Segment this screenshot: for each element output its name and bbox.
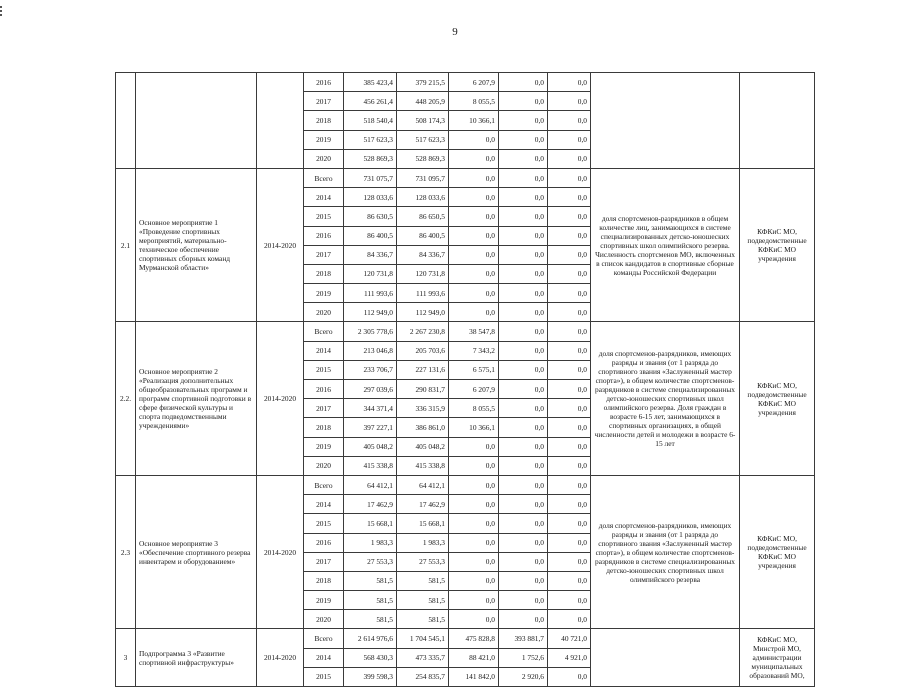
year-cell: 2017 bbox=[304, 245, 344, 264]
local-budget-cell: 0,0 bbox=[499, 360, 548, 379]
total-cell: 120 731,8 bbox=[344, 264, 397, 283]
local-budget-cell: 0,0 bbox=[499, 399, 548, 418]
other-sources-cell: 0,0 bbox=[548, 495, 591, 514]
federal-budget-cell: 38 547,8 bbox=[449, 322, 499, 341]
local-budget-cell: 0,0 bbox=[499, 475, 548, 494]
year-cell: 2017 bbox=[304, 92, 344, 111]
section-name: Подпрограмма 3 «Развитие спортивной инфраструктуры» bbox=[136, 629, 257, 687]
federal-budget-cell: 0,0 bbox=[449, 591, 499, 610]
year-cell: 2016 bbox=[304, 380, 344, 399]
federal-budget-cell: 10 366,1 bbox=[449, 418, 499, 437]
other-sources-cell: 0,0 bbox=[548, 130, 591, 149]
local-budget-cell: 0,0 bbox=[499, 245, 548, 264]
indicator-note bbox=[591, 73, 740, 169]
section-name: Основное мероприятие 2 «Реализация дополнительных общеобразовательных программ и программ спортивной подготовки в сфере физической культуры и спорта подведомственными учреждениями» bbox=[136, 322, 257, 476]
regional-budget-cell: 205 703,6 bbox=[397, 341, 449, 360]
year-cell: 2020 bbox=[304, 456, 344, 475]
local-budget-cell: 0,0 bbox=[499, 149, 548, 168]
total-cell: 233 706,7 bbox=[344, 360, 397, 379]
total-cell: 397 227,1 bbox=[344, 418, 397, 437]
federal-budget-cell: 0,0 bbox=[449, 188, 499, 207]
year-cell: 2015 bbox=[304, 360, 344, 379]
year-cell: 2019 bbox=[304, 284, 344, 303]
indicator-note: доля спортсменов-разрядников, имеющих разряды и звания (от 1 разряда до спортивного звания «Заслуженный мастер спорта»), в общем количестве спортсменов-разрядников в системе специализированных детско-юношеских спортивных школ олимпийского резерва. Доля граждан в возрасте 6-15 лет, занимающихся в спортивных организациях, в общей численности детей и молодежи в возрасте 6-15 лет bbox=[591, 322, 740, 476]
total-cell: 405 048,2 bbox=[344, 437, 397, 456]
federal-budget-cell: 6 575,1 bbox=[449, 360, 499, 379]
year-cell: 2017 bbox=[304, 399, 344, 418]
other-sources-cell: 0,0 bbox=[548, 591, 591, 610]
section-name: Основное мероприятие 1 «Проведение спортивных мероприятий, материально-техническое обеспечение спортивных сборных команд Мурманской области» bbox=[136, 168, 257, 322]
total-cell: 344 371,4 bbox=[344, 399, 397, 418]
other-sources-cell: 0,0 bbox=[548, 284, 591, 303]
regional-budget-cell: 128 033,6 bbox=[397, 188, 449, 207]
regional-budget-cell: 2 267 230,8 bbox=[397, 322, 449, 341]
other-sources-cell: 0,0 bbox=[548, 168, 591, 187]
regional-budget-cell: 528 869,3 bbox=[397, 149, 449, 168]
year-cell: 2014 bbox=[304, 188, 344, 207]
other-sources-cell: 0,0 bbox=[548, 610, 591, 629]
total-cell: 128 033,6 bbox=[344, 188, 397, 207]
other-sources-cell: 0,0 bbox=[548, 245, 591, 264]
table-row bbox=[116, 73, 815, 92]
year-cell: 2020 bbox=[304, 149, 344, 168]
year-cell: 2019 bbox=[304, 591, 344, 610]
total-cell: 568 430,3 bbox=[344, 648, 397, 667]
total-cell: 731 075,7 bbox=[344, 168, 397, 187]
regional-budget-cell: 112 949,0 bbox=[397, 303, 449, 322]
other-sources-cell: 0,0 bbox=[548, 533, 591, 552]
local-budget-cell: 0,0 bbox=[499, 418, 548, 437]
regional-budget-cell: 473 335,7 bbox=[397, 648, 449, 667]
total-cell: 1 983,3 bbox=[344, 533, 397, 552]
regional-budget-cell: 254 835,7 bbox=[397, 667, 449, 686]
total-cell: 111 993,6 bbox=[344, 284, 397, 303]
other-sources-cell: 0,0 bbox=[548, 341, 591, 360]
regional-budget-cell: 581,5 bbox=[397, 591, 449, 610]
table-row bbox=[116, 475, 815, 494]
federal-budget-cell: 6 207,9 bbox=[449, 380, 499, 399]
year-cell: 2015 bbox=[304, 207, 344, 226]
local-budget-cell: 0,0 bbox=[499, 92, 548, 111]
other-sources-cell: 0,0 bbox=[548, 303, 591, 322]
regional-budget-cell: 120 731,8 bbox=[397, 264, 449, 283]
federal-budget-cell: 0,0 bbox=[449, 226, 499, 245]
table-row bbox=[116, 629, 815, 648]
federal-budget-cell: 0,0 bbox=[449, 495, 499, 514]
other-sources-cell: 0,0 bbox=[548, 322, 591, 341]
total-cell: 518 540,4 bbox=[344, 111, 397, 130]
year-cell: 2014 bbox=[304, 341, 344, 360]
section-period: 2014-2020 bbox=[257, 629, 304, 687]
local-budget-cell: 0,0 bbox=[499, 130, 548, 149]
total-cell: 528 869,3 bbox=[344, 149, 397, 168]
year-cell: Всего bbox=[304, 168, 344, 187]
table-row bbox=[116, 322, 815, 341]
year-cell: 2018 bbox=[304, 571, 344, 590]
other-sources-cell: 0,0 bbox=[548, 360, 591, 379]
federal-budget-cell: 0,0 bbox=[449, 571, 499, 590]
federal-budget-cell: 10 366,1 bbox=[449, 111, 499, 130]
year-cell: 2014 bbox=[304, 648, 344, 667]
total-cell: 581,5 bbox=[344, 571, 397, 590]
federal-budget-cell: 0,0 bbox=[449, 610, 499, 629]
local-budget-cell: 0,0 bbox=[499, 456, 548, 475]
other-sources-cell: 0,0 bbox=[548, 111, 591, 130]
local-budget-cell: 0,0 bbox=[499, 226, 548, 245]
other-sources-cell: 0,0 bbox=[548, 514, 591, 533]
section-index: 2.3 bbox=[116, 475, 136, 629]
local-budget-cell: 0,0 bbox=[499, 533, 548, 552]
federal-budget-cell: 0,0 bbox=[449, 284, 499, 303]
total-cell: 86 630,5 bbox=[344, 207, 397, 226]
year-cell: Всего bbox=[304, 629, 344, 648]
other-sources-cell: 0,0 bbox=[548, 73, 591, 92]
section-index: 2.1 bbox=[116, 168, 136, 322]
total-cell: 17 462,9 bbox=[344, 495, 397, 514]
other-sources-cell: 0,0 bbox=[548, 188, 591, 207]
local-budget-cell: 0,0 bbox=[499, 207, 548, 226]
indicator-note bbox=[591, 629, 740, 687]
regional-budget-cell: 508 174,3 bbox=[397, 111, 449, 130]
regional-budget-cell: 1 704 545,1 bbox=[397, 629, 449, 648]
total-cell: 581,5 bbox=[344, 610, 397, 629]
section-index bbox=[116, 73, 136, 169]
other-sources-cell: 0,0 bbox=[548, 149, 591, 168]
regional-budget-cell: 227 131,6 bbox=[397, 360, 449, 379]
executor-cell: КФКиС МО, подведомственные КФКиС МО учреждения bbox=[740, 475, 815, 629]
year-cell: 2018 bbox=[304, 264, 344, 283]
total-cell: 385 423,4 bbox=[344, 73, 397, 92]
local-budget-cell: 0,0 bbox=[499, 514, 548, 533]
year-cell: 2019 bbox=[304, 437, 344, 456]
local-budget-cell: 1 752,6 bbox=[499, 648, 548, 667]
table-row bbox=[116, 168, 815, 187]
year-cell: 2020 bbox=[304, 610, 344, 629]
total-cell: 15 668,1 bbox=[344, 514, 397, 533]
other-sources-cell: 0,0 bbox=[548, 380, 591, 399]
year-cell: 2016 bbox=[304, 73, 344, 92]
local-budget-cell: 0,0 bbox=[499, 552, 548, 571]
local-budget-cell: 0,0 bbox=[499, 591, 548, 610]
regional-budget-cell: 405 048,2 bbox=[397, 437, 449, 456]
local-budget-cell: 0,0 bbox=[499, 111, 548, 130]
local-budget-cell: 393 881,7 bbox=[499, 629, 548, 648]
federal-budget-cell: 0,0 bbox=[449, 303, 499, 322]
other-sources-cell: 0,0 bbox=[548, 437, 591, 456]
local-budget-cell: 0,0 bbox=[499, 168, 548, 187]
regional-budget-cell: 448 205,9 bbox=[397, 92, 449, 111]
regional-budget-cell: 111 993,6 bbox=[397, 284, 449, 303]
federal-budget-cell: 0,0 bbox=[449, 207, 499, 226]
total-cell: 86 400,5 bbox=[344, 226, 397, 245]
regional-budget-cell: 27 553,3 bbox=[397, 552, 449, 571]
federal-budget-cell: 0,0 bbox=[449, 475, 499, 494]
total-cell: 399 598,3 bbox=[344, 667, 397, 686]
federal-budget-cell: 0,0 bbox=[449, 533, 499, 552]
federal-budget-cell: 0,0 bbox=[449, 264, 499, 283]
federal-budget-cell: 8 055,5 bbox=[449, 399, 499, 418]
other-sources-cell: 0,0 bbox=[548, 226, 591, 245]
year-cell: 2015 bbox=[304, 514, 344, 533]
total-cell: 2 614 976,6 bbox=[344, 629, 397, 648]
federal-budget-cell: 0,0 bbox=[449, 168, 499, 187]
total-cell: 297 039,6 bbox=[344, 380, 397, 399]
other-sources-cell: 0,0 bbox=[548, 552, 591, 571]
section-period: 2014-2020 bbox=[257, 322, 304, 476]
indicator-note: доля спортсменов-разрядников в общем количестве лиц, занимающихся в системе специализированных детско-юношеских спортивных школ олимпийского резерва. Численность спортсменов МО, включенных в список кандидатов в спортивные сборные команды Российской Федерации bbox=[591, 168, 740, 322]
page-number: 9 bbox=[452, 26, 458, 38]
federal-budget-cell: 7 343,2 bbox=[449, 341, 499, 360]
regional-budget-cell: 1 983,3 bbox=[397, 533, 449, 552]
total-cell: 213 046,8 bbox=[344, 341, 397, 360]
year-cell: 2020 bbox=[304, 303, 344, 322]
regional-budget-cell: 336 315,9 bbox=[397, 399, 449, 418]
regional-budget-cell: 386 861,0 bbox=[397, 418, 449, 437]
local-budget-cell: 0,0 bbox=[499, 322, 548, 341]
financing-table bbox=[115, 72, 815, 687]
executor-cell: КФКиС МО, подведомственные КФКиС МО учреждения bbox=[740, 322, 815, 476]
other-sources-cell: 0,0 bbox=[548, 667, 591, 686]
regional-budget-cell: 731 095,7 bbox=[397, 168, 449, 187]
local-budget-cell: 0,0 bbox=[499, 380, 548, 399]
local-budget-cell: 0,0 bbox=[499, 341, 548, 360]
indicator-note: доля спортсменов-разрядников, имеющих разряды и звания (от 1 разряда до спортивного звания «Заслуженный мастер спорта»), в общем количестве спортсменов-разрядников в системе специализированных детско-юношеских спортивных школ олимпийского резерва bbox=[591, 475, 740, 629]
federal-budget-cell: 0,0 bbox=[449, 456, 499, 475]
other-sources-cell: 0,0 bbox=[548, 399, 591, 418]
other-sources-cell: 0,0 bbox=[548, 207, 591, 226]
federal-budget-cell: 8 055,5 bbox=[449, 92, 499, 111]
year-cell: Всего bbox=[304, 322, 344, 341]
regional-budget-cell: 86 650,5 bbox=[397, 207, 449, 226]
local-budget-cell: 2 920,6 bbox=[499, 667, 548, 686]
regional-budget-cell: 15 668,1 bbox=[397, 514, 449, 533]
federal-budget-cell: 6 207,9 bbox=[449, 73, 499, 92]
federal-budget-cell: 141 842,0 bbox=[449, 667, 499, 686]
regional-budget-cell: 86 400,5 bbox=[397, 226, 449, 245]
section-index: 2.2. bbox=[116, 322, 136, 476]
total-cell: 84 336,7 bbox=[344, 245, 397, 264]
total-cell: 517 623,3 bbox=[344, 130, 397, 149]
other-sources-cell: 0,0 bbox=[548, 264, 591, 283]
regional-budget-cell: 17 462,9 bbox=[397, 495, 449, 514]
executor-cell: КФКиС МО, Минстрой МО, администрации муниципальных образований МО, bbox=[740, 629, 815, 687]
executor-cell: КФКиС МО, подведомственные КФКиС МО учреждения bbox=[740, 168, 815, 322]
section-name bbox=[136, 73, 257, 169]
total-cell: 27 553,3 bbox=[344, 552, 397, 571]
section-period: 2014-2020 bbox=[257, 475, 304, 629]
federal-budget-cell: 0,0 bbox=[449, 437, 499, 456]
other-sources-cell: 4 921,0 bbox=[548, 648, 591, 667]
federal-budget-cell: 0,0 bbox=[449, 552, 499, 571]
total-cell: 112 949,0 bbox=[344, 303, 397, 322]
year-cell: 2018 bbox=[304, 111, 344, 130]
regional-budget-cell: 84 336,7 bbox=[397, 245, 449, 264]
year-cell: 2017 bbox=[304, 552, 344, 571]
scan-edge-mark bbox=[0, 6, 8, 16]
year-cell: 2019 bbox=[304, 130, 344, 149]
section-period bbox=[257, 73, 304, 169]
other-sources-cell: 0,0 bbox=[548, 475, 591, 494]
federal-budget-cell: 0,0 bbox=[449, 514, 499, 533]
total-cell: 581,5 bbox=[344, 591, 397, 610]
local-budget-cell: 0,0 bbox=[499, 571, 548, 590]
other-sources-cell: 0,0 bbox=[548, 571, 591, 590]
section-index: 3 bbox=[116, 629, 136, 687]
total-cell: 456 261,4 bbox=[344, 92, 397, 111]
regional-budget-cell: 290 831,7 bbox=[397, 380, 449, 399]
section-name: Основное мероприятие 3 «Обеспечение спортивного резерва инвентарем и оборудованием» bbox=[136, 475, 257, 629]
federal-budget-cell: 88 421,0 bbox=[449, 648, 499, 667]
year-cell: 2016 bbox=[304, 533, 344, 552]
year-cell: 2018 bbox=[304, 418, 344, 437]
year-cell: 2014 bbox=[304, 495, 344, 514]
regional-budget-cell: 415 338,8 bbox=[397, 456, 449, 475]
regional-budget-cell: 581,5 bbox=[397, 571, 449, 590]
local-budget-cell: 0,0 bbox=[499, 610, 548, 629]
section-period: 2014-2020 bbox=[257, 168, 304, 322]
year-cell: Всего bbox=[304, 475, 344, 494]
local-budget-cell: 0,0 bbox=[499, 495, 548, 514]
federal-budget-cell: 475 828,8 bbox=[449, 629, 499, 648]
other-sources-cell: 0,0 bbox=[548, 456, 591, 475]
year-cell: 2016 bbox=[304, 226, 344, 245]
total-cell: 64 412,1 bbox=[344, 475, 397, 494]
total-cell: 2 305 778,6 bbox=[344, 322, 397, 341]
total-cell: 415 338,8 bbox=[344, 456, 397, 475]
executor-cell bbox=[740, 73, 815, 169]
federal-budget-cell: 0,0 bbox=[449, 130, 499, 149]
local-budget-cell: 0,0 bbox=[499, 437, 548, 456]
local-budget-cell: 0,0 bbox=[499, 303, 548, 322]
regional-budget-cell: 581,5 bbox=[397, 610, 449, 629]
regional-budget-cell: 379 215,5 bbox=[397, 73, 449, 92]
federal-budget-cell: 0,0 bbox=[449, 149, 499, 168]
local-budget-cell: 0,0 bbox=[499, 188, 548, 207]
local-budget-cell: 0,0 bbox=[499, 264, 548, 283]
other-sources-cell: 40 721,0 bbox=[548, 629, 591, 648]
other-sources-cell: 0,0 bbox=[548, 92, 591, 111]
other-sources-cell: 0,0 bbox=[548, 418, 591, 437]
local-budget-cell: 0,0 bbox=[499, 73, 548, 92]
regional-budget-cell: 64 412,1 bbox=[397, 475, 449, 494]
federal-budget-cell: 0,0 bbox=[449, 245, 499, 264]
local-budget-cell: 0,0 bbox=[499, 284, 548, 303]
regional-budget-cell: 517 623,3 bbox=[397, 130, 449, 149]
year-cell: 2015 bbox=[304, 667, 344, 686]
